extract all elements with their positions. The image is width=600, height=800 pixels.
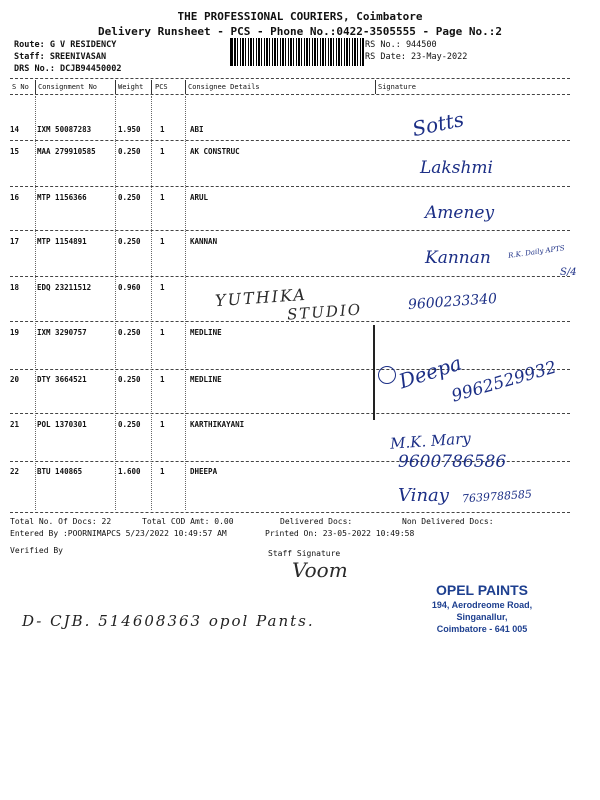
- row-weight: 1.950: [118, 125, 141, 134]
- row-weight: 0.250: [118, 147, 141, 156]
- row-divider: [10, 276, 570, 277]
- staff-signature: Voom: [292, 558, 348, 582]
- row-sno: 18: [10, 283, 20, 292]
- row-pcs: 1: [160, 147, 165, 156]
- row-sno: 22: [10, 467, 20, 476]
- signature-18: 9600233340: [407, 290, 498, 314]
- divider: [10, 78, 570, 79]
- row-consignment: MAA 279910585: [37, 147, 96, 156]
- col-separator: [151, 80, 152, 94]
- row-consignment: EDQ 23211512: [37, 283, 92, 292]
- row-consignment: BTU 140865: [37, 467, 83, 476]
- non-delivered-docs: Non Delivered Docs:: [402, 517, 494, 526]
- row-sno: 19: [10, 328, 20, 337]
- phone-20: 9962529932: [449, 357, 559, 407]
- signature-15: Lakshmi: [420, 158, 493, 178]
- total-docs: Total No. Of Docs: 22: [10, 517, 112, 526]
- signature-19-20: Deepa: [395, 350, 465, 394]
- col-consignment: Consignment No: [38, 83, 98, 91]
- stamp-address-3: Coimbatore - 641 005: [436, 624, 528, 634]
- row-pcs: 1: [160, 237, 165, 246]
- col-separator: [115, 80, 116, 94]
- row-pcs: 1: [160, 467, 165, 476]
- col-separator: [185, 96, 186, 510]
- col-separator: [151, 96, 152, 510]
- row-divider: [10, 413, 570, 414]
- consignee-18-line2: STUDIO: [286, 300, 363, 324]
- row-pcs: 1: [160, 283, 165, 292]
- col-consignee: Consignee Details: [188, 83, 260, 91]
- verified-by: Verified By: [10, 546, 63, 555]
- col-separator: [185, 80, 186, 94]
- col-separator: [375, 80, 376, 94]
- row-sno: 15: [10, 147, 20, 156]
- stamp-name: OPEL PAINTS: [435, 582, 529, 598]
- row-consignee: MEDLINE: [190, 328, 222, 337]
- row-pcs: 1: [160, 375, 165, 384]
- delivered-docs: Delivered Docs:: [280, 517, 353, 526]
- bracket-line: [373, 325, 375, 420]
- row-sno: 14: [10, 125, 20, 134]
- row-consignee: AK CONSTRUC: [190, 147, 240, 156]
- note-17: R.K. Daily APTS: [507, 244, 566, 260]
- company-title: THE PROFESSIONAL COURIERS, Coimbatore: [177, 10, 423, 23]
- row-weight: 1.600: [118, 467, 141, 476]
- signature-17: Kannan: [425, 248, 491, 268]
- row-sno: 17: [10, 237, 20, 246]
- row-consignment: POL 1370301: [37, 420, 87, 429]
- staff-signature-label: Staff Signature: [268, 549, 341, 558]
- row-divider: [10, 140, 570, 141]
- rs-date: RS Date: 23-May-2022: [365, 52, 468, 62]
- row-consignment: MTP 1156366: [37, 193, 87, 202]
- row-pcs: 1: [160, 193, 165, 202]
- rs-number: RS No.: 944500: [365, 40, 437, 50]
- row-consignee: KANNAN: [190, 237, 218, 246]
- phone-21: 9600786586: [398, 452, 507, 472]
- printed-on: Printed On: 23-05-2022 10:49:58: [265, 529, 415, 538]
- route-label: Route: G V RESIDENCY: [14, 40, 117, 50]
- row-consignment: DTY 3664521: [37, 375, 87, 384]
- col-weight: Weight: [118, 83, 144, 91]
- col-separator: [115, 96, 116, 510]
- divider: [10, 94, 570, 95]
- circle-mark-icon: [378, 366, 396, 384]
- row-sno: 20: [10, 375, 20, 384]
- row-sno: 16: [10, 193, 20, 202]
- row-divider: [10, 369, 570, 370]
- row-consignee: KARTHIKAYANI: [190, 420, 245, 429]
- row-weight: 0.250: [118, 420, 141, 429]
- row-pcs: 1: [160, 125, 165, 134]
- col-pcs: PCS: [155, 83, 168, 91]
- col-separator: [35, 96, 36, 510]
- row-weight: 0.250: [118, 237, 141, 246]
- row-consignee: MEDLINE: [190, 375, 222, 384]
- signature-16: Ameney: [425, 203, 495, 223]
- phone-22: 7639788585: [461, 487, 533, 506]
- stamp-address-2: Singanallur,: [456, 612, 508, 622]
- row-sno: 21: [10, 420, 20, 429]
- row-consignment: IXM 50087283: [37, 125, 92, 134]
- bottom-note: D- CJB. 514608363 opol Pants.: [22, 612, 315, 630]
- row-weight: 0.250: [118, 375, 141, 384]
- consignee-18-line1: YUTHIKA: [214, 284, 308, 311]
- row-divider: [10, 230, 570, 231]
- divider: [10, 512, 570, 513]
- col-signature: Signature: [378, 83, 416, 91]
- row-consignment: MTP 1154891: [37, 237, 87, 246]
- row-consignee: ARUL: [190, 193, 209, 202]
- row-weight: 0.960: [118, 283, 141, 292]
- col-separator: [35, 80, 36, 94]
- company-stamp: [392, 582, 572, 634]
- row-consignment: IXM 3290757: [37, 328, 87, 337]
- row-weight: 0.250: [118, 193, 141, 202]
- note-17b: S/4: [560, 267, 577, 278]
- row-pcs: 1: [160, 420, 165, 429]
- signature-22: Vinay: [398, 485, 449, 506]
- col-sno: S No: [12, 83, 29, 91]
- row-consignee: DHEEPA: [190, 467, 218, 476]
- row-pcs: 1: [160, 328, 165, 337]
- staff-label: Staff: SREENIVASAN: [14, 52, 107, 62]
- entered-by: Entered By :POORNIMAPCS 5/23/2022 10:49:57 AM: [10, 529, 227, 538]
- signature-14: Sotts: [410, 106, 467, 142]
- runsheet-title: Delivery Runsheet - PCS - Phone No.:0422-3505555 - Page No.:2: [98, 25, 502, 38]
- total-cod: Total COD Amt: 0.00: [142, 517, 234, 526]
- drs-number: DRS No.: DCJB94450002: [14, 64, 122, 74]
- row-divider: [10, 186, 570, 187]
- signature-21: M.K. Mary: [389, 429, 472, 453]
- barcode: [230, 38, 364, 66]
- row-weight: 0.250: [118, 328, 141, 337]
- stamp-address-1: 194, Aerodreome Road,: [431, 600, 533, 610]
- row-consignee: ABI: [190, 125, 204, 134]
